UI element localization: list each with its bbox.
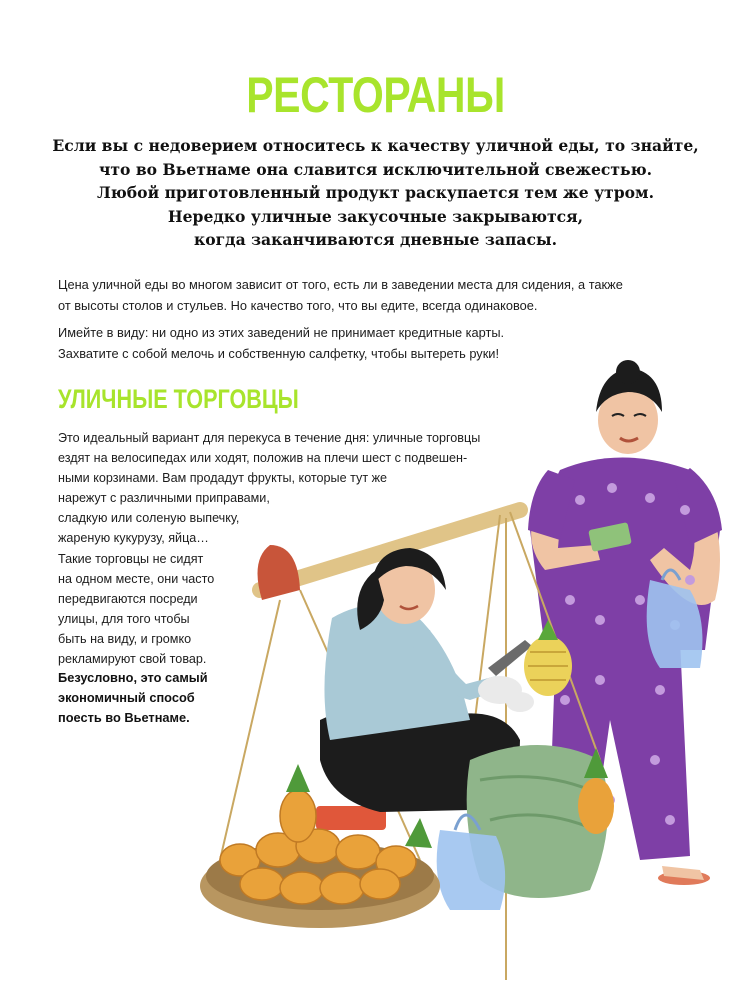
lead-paragraph [40,134,711,252]
price-paragraph [58,274,698,316]
paragraph-line: ездят на велосипедах или ходят, положив на плечи шест с подвешен- [58,451,468,466]
paragraph-line: улицы, для того чтобы [58,611,190,626]
paragraph-line: Имейте в виду: ни одно из этих заведений не принимает кредитные карты. [58,325,505,340]
lead-line: когда заканчиваются дневные запасы. [193,230,558,250]
pineapple-basket [200,764,440,928]
page-title: РЕСТОРАНЫ [246,67,505,123]
paragraph-line: Это идеальный вариант для перекуса в течение дня: уличные торговцы [58,431,481,445]
section-subtitle: УЛИЧНЫЕ ТОРГОВЦЫ [58,384,299,414]
paragraph-line: жареную кукурузу, яйца… [58,531,209,546]
paragraph-line: экономичный способ [58,690,195,705]
paragraph-line: передвигаются посреди [58,591,198,606]
closing-paragraph [58,668,208,728]
green-sack [467,745,608,898]
paragraph-line: Такие торговцы не сидят [58,551,204,566]
paragraph-line: нарежут с различными приправами, [58,491,270,506]
pineapple-right [578,748,614,834]
paragraph-line: на одном месте, они часто [58,571,215,586]
paragraph-line: поесть во Вьетнаме. [58,710,190,725]
blue-plastic-bag [437,815,505,910]
lead-line: что во Вьетнаме она славится исключительной свежестью. [98,159,653,179]
paragraph-line: Захватите с собой мелочь и собственную салфетку, чтобы вытереть руки! [58,346,500,361]
cards-paragraph [58,322,698,364]
lead-line: Любой приготовленный продукт раскупается тем же утром. [97,183,654,203]
paragraph-line: рекламируют свой товар. [58,652,207,667]
paragraph-line: Цена уличной еды во многом зависит от того, есть ли в заведении места для сидения, а также [58,277,623,292]
paragraph-line: Безусловно, это самый [58,670,208,685]
paragraph-line: сладкую или соленую выпечку, [58,511,240,526]
vendors-paragraph [58,428,480,669]
paragraph-line: быть на виду, и громко [58,631,192,646]
lead-line: Если вы с недоверием относитесь к качеству уличной еды, то знайте, [52,136,699,155]
paragraph-line: ными корзинами. Вам продадут фрукты, которые тут же [58,471,388,486]
paragraph-line: от высоты столов и стульев. Но качество того, что вы едите, всегда одинаковое. [58,298,538,313]
standing-woman-figure [528,360,722,885]
lead-line: Нередко уличные закусочные закрываются, [167,206,584,226]
